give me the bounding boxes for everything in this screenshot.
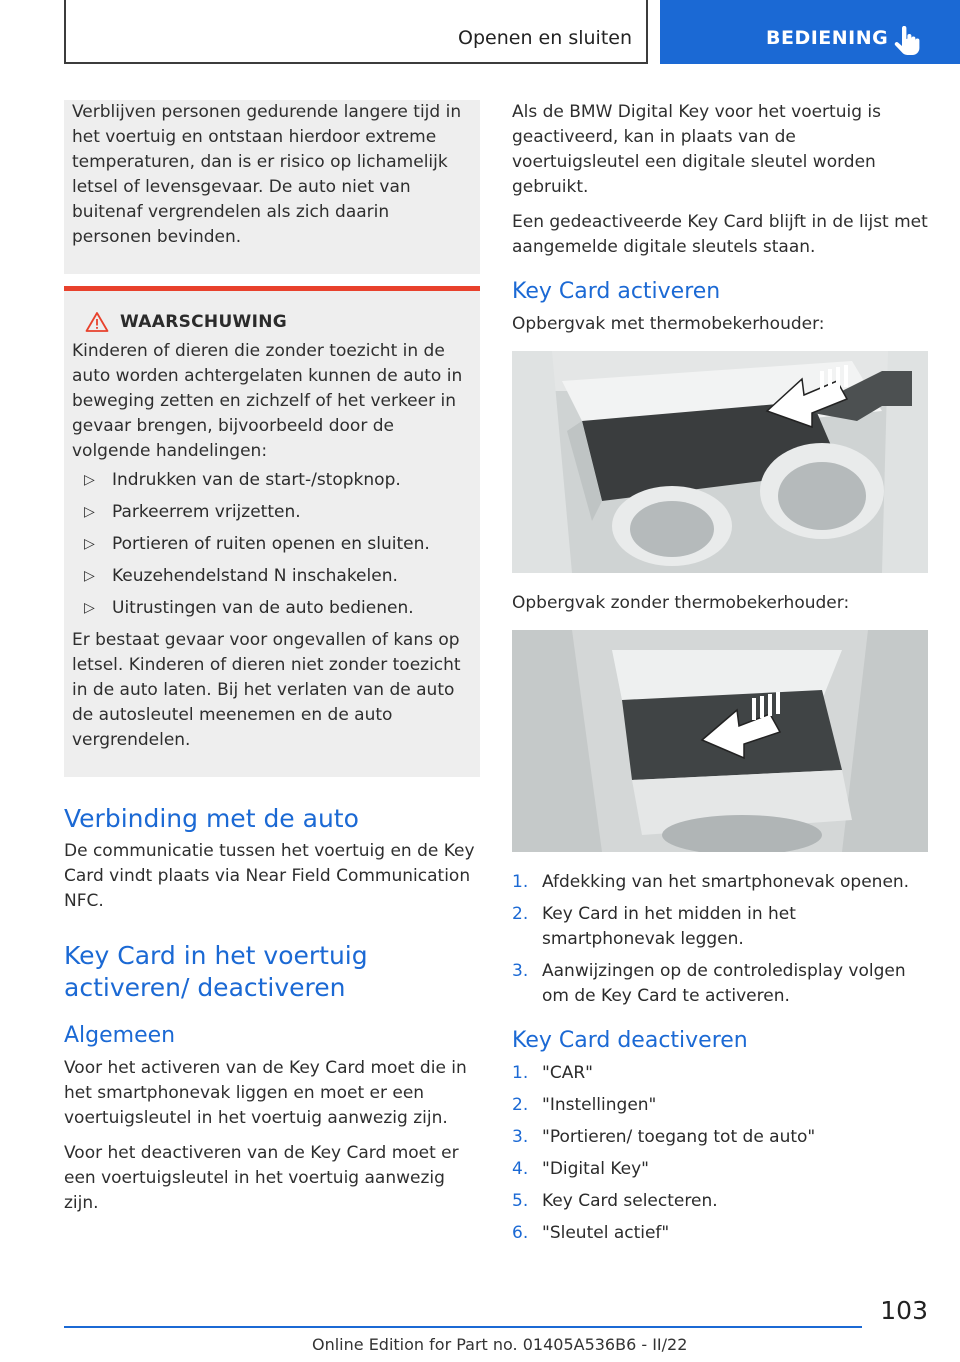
warning-box <box>64 286 480 777</box>
triangle-bullet-icon: ▷ <box>84 568 95 584</box>
deactivated-card-paragraph: Een gedeactiveerde Key Card blijft in de lijst met aangemelde digitale sleutels staan. <box>512 212 928 257</box>
list-item: ▷ Keuzehendelstand N inschakelen. <box>72 564 472 589</box>
right-column <box>512 100 928 1253</box>
footer-edition: Online Edition for Part no. 01405A536B6 - II/22 <box>312 1335 688 1354</box>
warning-title: WAARSCHUWING <box>120 312 288 332</box>
left-column <box>64 100 480 1216</box>
list-item: 2. "Instellingen" <box>512 1095 657 1115</box>
warning-list <box>72 468 472 621</box>
section-title-keycard: Key Card in het voertuig activeren/ deactiveren <box>64 941 368 1002</box>
list-item: 2. Key Card in het midden in het smartphonevak leggen. <box>512 904 796 949</box>
storage-tray-cupholder-photo <box>512 351 928 573</box>
list-item: 5. Key Card selecteren. <box>512 1191 718 1211</box>
warning-intro: Kinderen of dieren die zonder toezicht in de auto worden achtergelaten kunnen de auto in beweging zetten en zichzelf of het verkeer in gevaar brengen, bijvoorbeeld door de volgende handelingen: <box>72 341 463 461</box>
header-section-tab <box>64 0 648 64</box>
list-item: 3. "Portieren/ toegang tot de auto" <box>512 1127 816 1147</box>
warning-triangle-icon <box>82 311 112 333</box>
list-item: ▷ Indrukken van de start-/stopknop. <box>72 468 472 493</box>
triangle-bullet-icon: ▷ <box>84 504 95 520</box>
triangle-bullet-icon: ▷ <box>84 472 95 488</box>
header-chapter-label: BEDIENING <box>766 27 889 49</box>
triangle-bullet-icon: ▷ <box>84 536 95 552</box>
triangle-bullet-icon: ▷ <box>84 600 95 616</box>
general-paragraph-2: Voor het deactiveren van de Key Card moet er een voertuigsleutel in het voertuig aanwezig zijn. <box>64 1143 459 1213</box>
section-text-connection: De communicatie tussen het voertuig en de Key Card vindt plaats via Near Field Communication NFC. <box>64 841 475 911</box>
warning-header <box>72 311 472 333</box>
hand-pointer-icon <box>893 26 921 56</box>
warning-outro: Er bestaat gevaar voor ongevallen of kans op letsel. Kinderen of dieren niet zonder toezicht in de auto laten. Bij het verlaten van de auto de autosleutel meenemen en de auto vergrendelen. <box>72 630 461 750</box>
photo2-caption: Opbergvak zonder thermobekerhouder: <box>512 593 850 613</box>
header-section-label: Openen en sluiten <box>458 27 632 49</box>
list-item: 6. "Sleutel actief" <box>512 1223 670 1243</box>
subsection-title-general: Algemeen <box>64 1023 176 1048</box>
digital-key-paragraph: Als de BMW Digital Key voor het voertuig is geactiveerd, kan in plaats van de voertuigsleutel een digitale sleutel worden gebruikt. <box>512 102 881 197</box>
list-item: ▷ Uitrustingen van de auto bedienen. <box>72 596 472 621</box>
info-box-text: Verblijven personen gedurende langere tijd in het voertuig en ontstaan hierdoor extreme temperaturen, dan is er risico op lichamelijk letsel of levensgevaar. De auto niet van buitenaf vergrendelen als zich daarin personen bevinden. <box>72 102 462 247</box>
list-item: ▷ Parkeerrem vrijzetten. <box>72 500 472 525</box>
list-item: 1. "CAR" <box>512 1063 593 1083</box>
page-number: 103 <box>880 1296 928 1325</box>
list-item: 4. "Digital Key" <box>512 1159 649 1179</box>
photo1-caption: Opbergvak met thermobekerhouder: <box>512 314 825 334</box>
footer-divider <box>64 1326 862 1328</box>
section-title-connection: Verbinding met de auto <box>64 804 359 833</box>
general-paragraph-1: Voor het activeren van de Key Card moet die in het smartphonevak liggen en moet er een voertuigsleutel in het voertuig aanwezig zijn. <box>64 1058 467 1128</box>
list-item: 3. Aanwijzingen op de controledisplay volgen om de Key Card te activeren. <box>512 961 906 1006</box>
subsection-title-activate: Key Card activeren <box>512 279 721 304</box>
list-item: ▷ Portieren of ruiten openen en sluiten. <box>72 532 472 557</box>
list-item: 1. Afdekking van het smartphonevak openen. <box>512 872 910 892</box>
storage-tray-no-cupholder-photo <box>512 630 928 852</box>
activate-steps <box>512 870 928 1009</box>
subsection-title-deactivate: Key Card deactiveren <box>512 1028 748 1053</box>
info-box <box>64 100 480 274</box>
deactivate-steps <box>512 1061 928 1246</box>
